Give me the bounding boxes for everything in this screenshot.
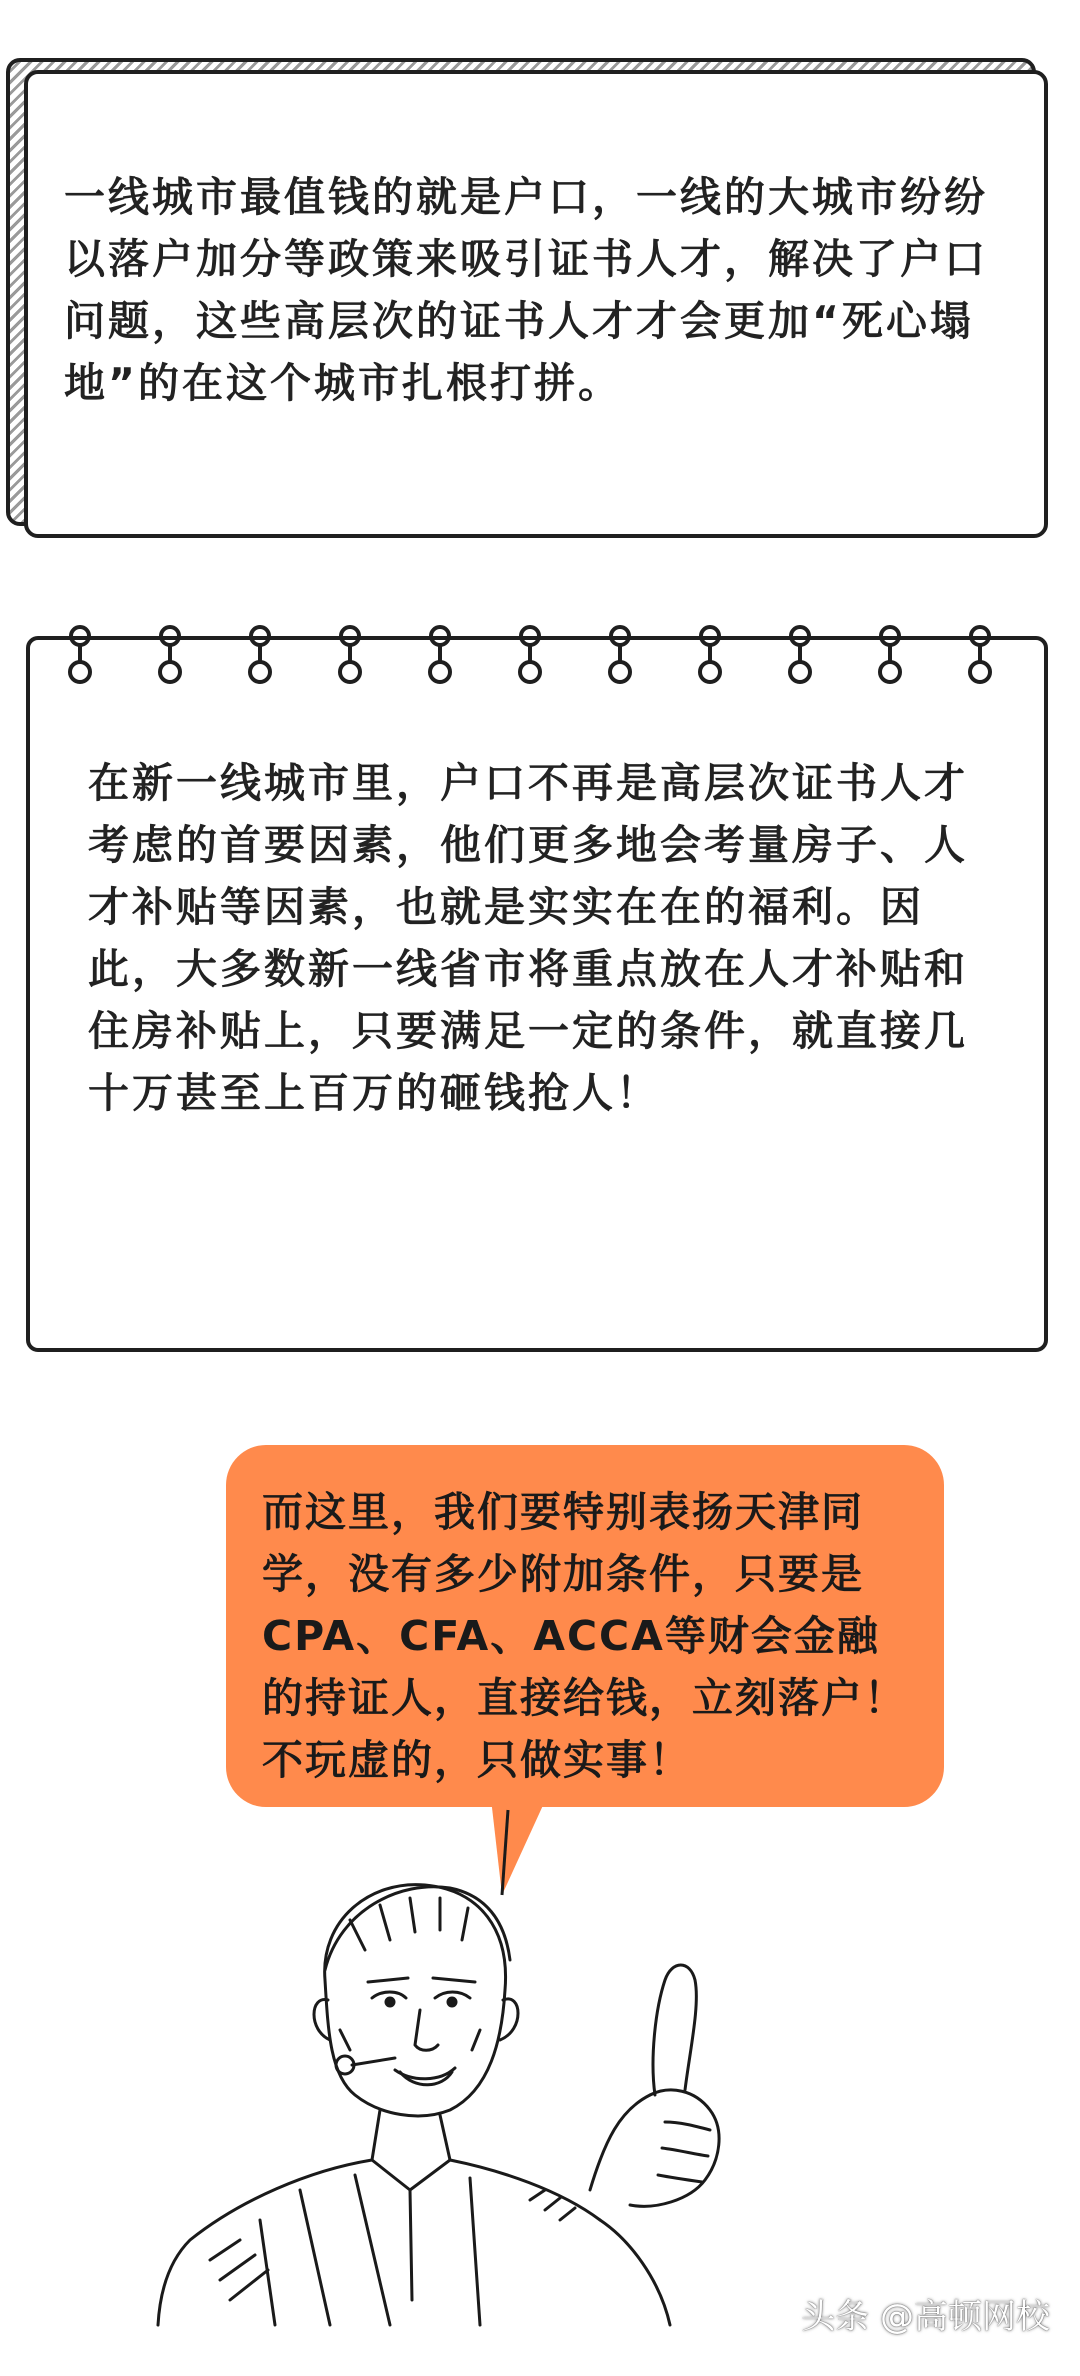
card-2-text: 在新一线城市里，户口不再是高层次证书人才考虑的首要因素，他们更多地会考量房子、人才补贴等因素，也就是实实在在的福利。因此，大多数新一线省市将重点放在人才补贴和住房补贴上，只要满足一定的条件，就直接几十万甚至上百万的砸钱抢人！ (88, 759, 968, 1117)
ring-icon (520, 627, 540, 682)
ring-icon (250, 627, 270, 682)
ring-icon (70, 627, 90, 682)
info-card-2 (26, 636, 1048, 1352)
bubble-text: 而这里，我们要特别表扬天津同学，没有多少附加条件，只要是CPA、CFA、ACCA等财会金融的持证人，直接给钱，立刻落户！不玩虚的，只做实事！ (262, 1488, 907, 1784)
thumbs-up-man-illustration (150, 1860, 950, 2330)
watermark-text: 头条 @高顿网校 (801, 2297, 1050, 2337)
ring-icon (340, 627, 360, 682)
speech-bubble (226, 1445, 944, 1807)
ring-icon (430, 627, 450, 682)
ring-icon (610, 627, 630, 682)
ring-icon (880, 627, 900, 682)
notebook-rings (40, 622, 1040, 692)
ring-icon (970, 627, 990, 682)
ring-icon (160, 627, 180, 682)
ring-icon (790, 627, 810, 682)
ring-icon (700, 627, 720, 682)
card-1-text: 一线城市最值钱的就是户口，一线的大城市纷纷以落户加分等政策来吸引证书人才，解决了户口问题，这些高层次的证书人才才会更加“死心塌地”的在这个城市扎根打拼。 (64, 173, 988, 407)
info-card-1 (24, 70, 1048, 538)
